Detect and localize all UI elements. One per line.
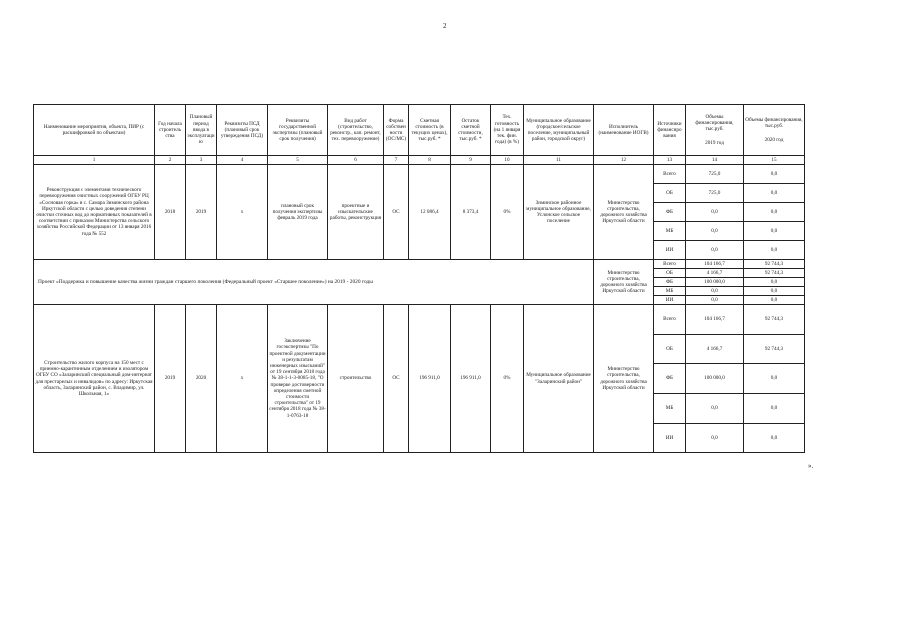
readiness: 0% bbox=[491, 165, 524, 260]
object-name: Реконструкция с элементами технического перевооружения очистных сооружений ОГБУ РЦ «Сосновая горка» в с. Самара Зиминского района Иркутской области с целью доведения степени очистки сточных вод до нормативных показателей в соответствии с приказом Министерства сельского хозяйства Российской Федерации от 13 января 2016 года № 552 bbox=[34, 165, 155, 260]
amount-2019: 725,0 bbox=[686, 184, 744, 203]
header-cell: Вид работ (строительство, реконстр., кап. ремонт, тех. перевооружение) bbox=[328, 105, 384, 156]
amount-2020: 0,0 bbox=[744, 278, 805, 287]
amount-2019: 0,0 bbox=[686, 287, 744, 296]
amount-2020: 92 744,3 bbox=[744, 305, 805, 335]
remaining-cost: 196 911,0 bbox=[451, 305, 491, 453]
header-year-2020: 2020 год bbox=[764, 137, 784, 144]
commission-year: 2020 bbox=[186, 305, 217, 453]
funding-source: ИИ bbox=[654, 241, 686, 260]
header-financing-label: Объемы финансирования, тыс.руб. bbox=[745, 116, 803, 129]
amount-2020: 0,0 bbox=[744, 165, 805, 184]
header-cell: Исполнитель (наименование ИОГВ) bbox=[594, 105, 654, 156]
object-name: Строительство жилого корпуса на 150 мест с приемно-карантинным отделением и изолятором ОГБУ СО «Заларинский специальный дом-интернат для престарелых и инвалидов» по адресу: Иркутская область, Заларинский район, с. Владимир, ул. Школьная, 1» bbox=[34, 305, 155, 453]
column-number: 12 bbox=[594, 156, 654, 165]
commission-year: 2019 bbox=[186, 165, 217, 260]
funding-source: ИИ bbox=[654, 296, 686, 305]
funding-source: ОБ bbox=[654, 335, 686, 364]
remaining-cost: 8 373,4 bbox=[451, 165, 491, 260]
municipality: Зиминское районное муниципальное образование, Услонское сельское поселение bbox=[524, 165, 594, 260]
amount-2020: 0,0 bbox=[744, 222, 805, 241]
funding-source: Всего bbox=[654, 260, 686, 269]
project-title: Проект «Поддержка и повышение качества жизни граждан старшего поколения (Федеральный проект «Старшее поколение») на 2019 - 2020 годы bbox=[34, 260, 594, 305]
start-year: 2018 bbox=[155, 165, 186, 260]
header-cell: Источники финансиро вания bbox=[654, 105, 686, 156]
header-cell-2020 bbox=[744, 105, 805, 156]
expertise-details: плановый срок получения экспертизы февраль 2019 года bbox=[268, 165, 328, 260]
amount-2020: 0,0 bbox=[744, 394, 805, 424]
header-cell: Плановый период ввода в эксплуатаци ю bbox=[186, 105, 217, 156]
ownership: ОС bbox=[384, 165, 409, 260]
column-number: 13 bbox=[654, 156, 686, 165]
funding-source: ФБ bbox=[654, 364, 686, 394]
header-cell: Сметная стоимость (в текущих ценах), тыс.руб. * bbox=[409, 105, 451, 156]
amount-2019: 104 166,7 bbox=[686, 305, 744, 335]
amount-2019: 0,0 bbox=[686, 424, 744, 453]
amount-2020: 0,0 bbox=[744, 424, 805, 453]
header-cell: Реквизиты государственной экспертизы (плановый срок получения) bbox=[268, 105, 328, 156]
estimate-cost: 12 086,4 bbox=[409, 165, 451, 260]
ownership: ОС bbox=[384, 305, 409, 453]
amount-2019: 0,0 bbox=[686, 394, 744, 424]
column-number: 6 bbox=[328, 156, 384, 165]
amount-2020: 0,0 bbox=[744, 287, 805, 296]
header-cell: Наименование мероприятия, объекта, ПИР (с расшифровкой по объектам) bbox=[34, 105, 155, 156]
amount-2020: 92 744,3 bbox=[744, 260, 805, 269]
amount-2019: 0,0 bbox=[686, 222, 744, 241]
funding-source: ОБ bbox=[654, 269, 686, 278]
amount-2019: 4 166,7 bbox=[686, 269, 744, 278]
executor: Министерство строительства, дорожного хозяйства Иркутской области bbox=[594, 165, 654, 260]
header-financing-label: Объемы финансирования, тыс.руб. bbox=[695, 113, 734, 132]
amount-2019: 4 166,7 bbox=[686, 335, 744, 364]
estimate-cost: 196 911,0 bbox=[409, 305, 451, 453]
header-cell: Муниципальное образование (городское/сельское поселение, муниципальный район, городской округ) bbox=[524, 105, 594, 156]
column-number-row bbox=[34, 156, 805, 165]
amount-2020: 0,0 bbox=[744, 296, 805, 305]
table-row bbox=[34, 305, 805, 335]
funding-source: Всего bbox=[654, 165, 686, 184]
column-number: 7 bbox=[384, 156, 409, 165]
header-cell: Реквизиты ПСД (плановый срок утверждения ПСД) bbox=[217, 105, 268, 156]
readiness: 0% bbox=[491, 305, 524, 453]
funding-source: ФБ bbox=[654, 203, 686, 222]
executor: Министерство строительства, дорожного хозяйства Иркутской области bbox=[594, 305, 654, 453]
work-type: строительство bbox=[328, 305, 384, 453]
psd-details: х bbox=[217, 165, 268, 260]
project-row bbox=[34, 260, 805, 269]
funding-source: ФБ bbox=[654, 278, 686, 287]
header-cell: Остаток сметной стоимости, тыс.руб. * bbox=[451, 105, 491, 156]
project-executor: Министерство строительства, дорожного хозяйства Иркутской области bbox=[594, 260, 654, 305]
funding-source: ИИ bbox=[654, 424, 686, 453]
amount-2019: 100 000,0 bbox=[686, 364, 744, 394]
funding-source: ОБ bbox=[654, 184, 686, 203]
amount-2020: 0,0 bbox=[744, 203, 805, 222]
funding-source: Всего bbox=[654, 305, 686, 335]
page-number: 2 bbox=[443, 22, 447, 30]
amount-2019: 100 000,0 bbox=[686, 278, 744, 287]
header-row bbox=[34, 105, 805, 156]
column-number: 2 bbox=[155, 156, 186, 165]
investment-table bbox=[33, 104, 805, 453]
table-row bbox=[34, 165, 805, 184]
amount-2020: 0,0 bbox=[744, 241, 805, 260]
column-number: 5 bbox=[268, 156, 328, 165]
column-number: 14 bbox=[686, 156, 744, 165]
work-type: проектные и изыскательские работы, реконструкция bbox=[328, 165, 384, 260]
funding-source: МБ bbox=[654, 394, 686, 424]
column-number: 3 bbox=[186, 156, 217, 165]
funding-source: МБ bbox=[654, 287, 686, 296]
psd-details: х bbox=[217, 305, 268, 453]
header-year-2019: 2019 год bbox=[705, 140, 724, 147]
header-cell: Год начала строитель ства bbox=[155, 105, 186, 156]
amount-2019: 0,0 bbox=[686, 203, 744, 222]
municipality: Муниципальное образование "Заларинский район" bbox=[524, 305, 594, 453]
amount-2019: 104 166,7 bbox=[686, 260, 744, 269]
funding-source: МБ bbox=[654, 222, 686, 241]
column-number: 15 bbox=[744, 156, 805, 165]
column-number: 10 bbox=[491, 156, 524, 165]
amount-2019: 0,0 bbox=[686, 241, 744, 260]
column-number: 9 bbox=[451, 156, 491, 165]
column-number: 8 bbox=[409, 156, 451, 165]
column-number: 4 bbox=[217, 156, 268, 165]
amount-2020: 0,0 bbox=[744, 364, 805, 394]
amount-2020: 92 744,3 bbox=[744, 335, 805, 364]
amount-2019: 0,0 bbox=[686, 296, 744, 305]
closing-quote-mark: ». bbox=[808, 462, 814, 470]
column-number: 1 bbox=[34, 156, 155, 165]
amount-2020: 0,0 bbox=[744, 184, 805, 203]
column-number: 11 bbox=[524, 156, 594, 165]
amount-2019: 725,0 bbox=[686, 165, 744, 184]
header-cell: Тех. готовность (на 1 января тек. фин. года) (в %) bbox=[491, 105, 524, 156]
header-cell: Форма собствен ности (ОС/МС) bbox=[384, 105, 409, 156]
start-year: 2019 bbox=[155, 305, 186, 453]
header-cell-2019 bbox=[686, 105, 744, 156]
expertise-details: Заключение госэкспертизы "По проектной документации и результатам инженерных изысканий" от 19 сентября 2018 года № 38-1-1-3-0085-18, "О проверке достоверности определения сметной стоимости строительства" от 19 сентября 2018 года № 38-1-0763-18 bbox=[268, 305, 328, 453]
amount-2020: 92 744,3 bbox=[744, 269, 805, 278]
